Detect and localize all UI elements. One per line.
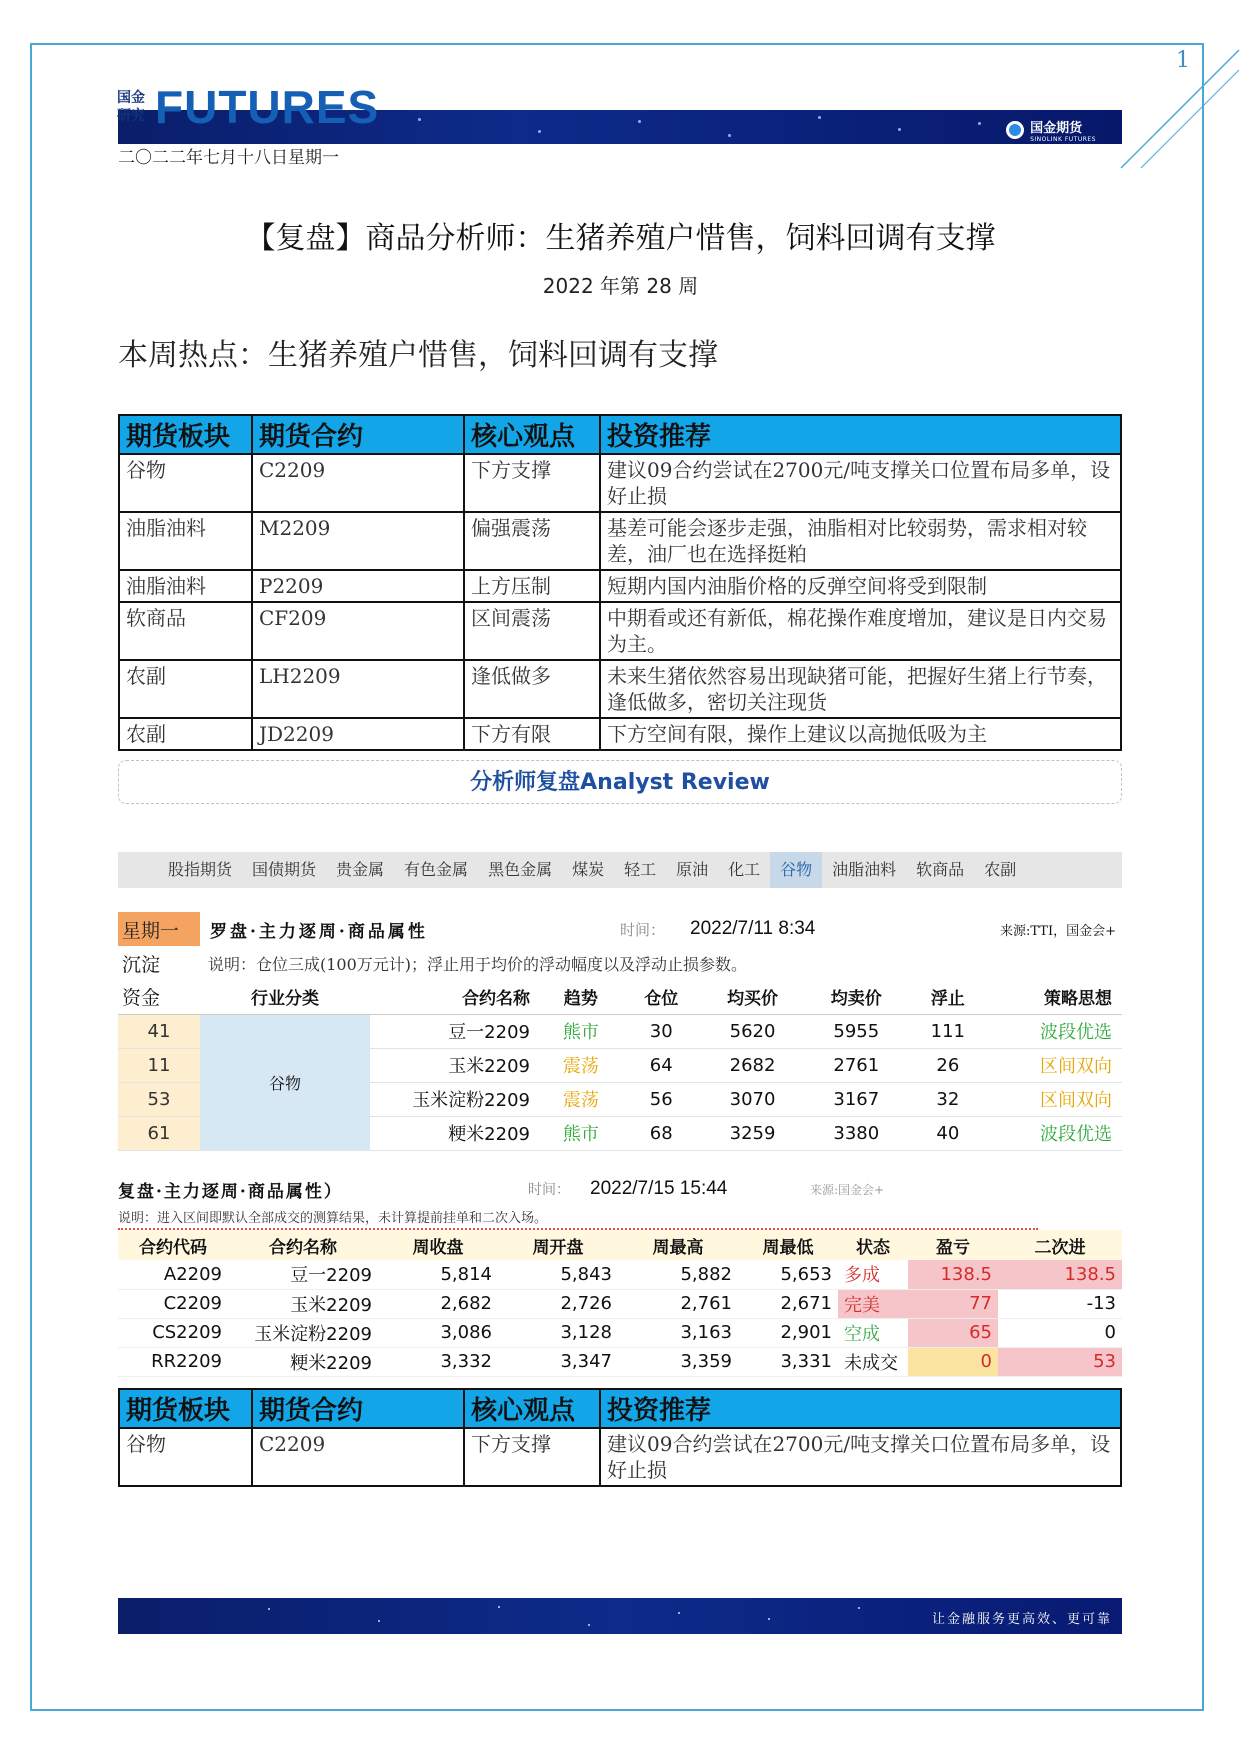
cell-contract: C2209 [252,1428,464,1486]
weekday-label: 星期一 [118,912,200,946]
cell-float-stop: 40 [908,1116,987,1150]
cell-code: C2209 [118,1289,228,1318]
cell-name: 玉米淀粉2209 [228,1318,378,1347]
tab-light-industry[interactable]: 轻工 [624,860,657,879]
cell-pnl: 0 [908,1347,998,1376]
tab-coal[interactable]: 煤炭 [572,860,605,879]
cell-sector: 农副 [119,718,252,750]
col-strategy: 策略思想 [988,980,1122,1014]
cell-name: 豆一2209 [228,1260,378,1289]
summary-header: 投资推荐 [600,1389,1121,1428]
cell-close: 3,086 [378,1318,498,1347]
weekly-review [118,1170,1122,1377]
cell-close: 3,332 [378,1347,498,1376]
report-title: 【复盘】商品分析师：生猪养殖户惜售，饲料回调有支撑 [245,221,996,256]
cell-second-entry: 138.5 [998,1260,1122,1289]
cell-strategy: 区间双向 [988,1048,1122,1082]
cell-low: 2,901 [738,1318,838,1347]
cell-status: 多成 [838,1260,908,1289]
cell-view: 逢低做多 [464,660,600,718]
weekly-meta [200,912,1122,946]
cell-pnl: 138.5 [908,1260,998,1289]
summary-header: 期货板块 [119,415,252,454]
review-table [118,1230,1122,1377]
review-columns [118,1230,1122,1260]
cell-avg-buy: 3070 [701,1082,805,1116]
cell-high: 5,882 [618,1260,738,1289]
summary-header-row [119,1389,1121,1428]
corner-decoration [1101,38,1241,178]
cell-recommendation: 未来生猪依然容易出现缺猪可能，把握好生猪上行节奏，逢低做多，密切关注现货 [600,660,1121,718]
cell-status: 未成交 [838,1347,908,1376]
cell-low: 5,653 [738,1260,838,1289]
cell-recommendation: 下方空间有限，操作上建议以高抛低吸为主 [600,718,1121,750]
cell-recommendation: 短期内国内油脂价格的反弹空间将受到限制 [600,570,1121,602]
cell-fund: 11 [118,1048,200,1082]
weekly-heading: 罗盘·主力逐周·商品属性 [210,921,428,942]
cell-sector: 谷物 [119,1428,252,1486]
cell-fund: 53 [118,1082,200,1116]
col-pnl: 盈亏 [908,1230,998,1260]
cell-code: A2209 [118,1260,228,1289]
table-row [119,602,1121,660]
cell-float-stop: 111 [908,1014,987,1048]
cell-float-stop: 26 [908,1048,987,1082]
summary-header-row [119,415,1121,454]
cell-strategy: 波段优选 [988,1116,1122,1150]
tab-softs[interactable]: 软商品 [916,860,965,879]
page-number: 1 [1176,48,1190,73]
cell-view: 上方压制 [464,570,600,602]
cell-avg-sell: 3167 [804,1082,908,1116]
cell-second-entry: -13 [998,1289,1122,1318]
table-row [118,1289,1122,1318]
cell-open: 5,843 [498,1260,618,1289]
cell-sector: 油脂油料 [119,570,252,602]
report-subtitle: 2022 年第 28 周 [542,274,699,298]
cell-contract: JD2209 [252,718,464,750]
cell-code: CS2209 [118,1318,228,1347]
cell-high: 2,761 [618,1289,738,1318]
cell-fund: 41 [118,1014,200,1048]
col-high: 周最高 [618,1230,738,1260]
review-time-label: 时间： [528,1182,570,1198]
weekly-source: 来源:TTI，国金会+ [1000,923,1116,939]
summary-header: 投资推荐 [600,415,1121,454]
cell-float-stop: 32 [908,1082,987,1116]
col-close: 周收盘 [378,1230,498,1260]
summary-table [118,414,1122,751]
cell-fund: 61 [118,1116,200,1150]
category-nav [118,852,1122,888]
cell-close: 5,814 [378,1260,498,1289]
cell-avg-sell: 5955 [804,1014,908,1048]
cell-view: 下方有限 [464,718,600,750]
cell-sector: 谷物 [200,1014,370,1150]
table-row [119,1428,1121,1486]
brand-logo: 国金期货 SINOLINK FUTURES [1006,117,1096,143]
cell-code: RR2209 [118,1347,228,1376]
weekly-columns [118,980,1122,1014]
summary-header: 核心观点 [464,1389,600,1428]
table-row [118,1260,1122,1289]
cell-status: 空成 [838,1318,908,1347]
col-name: 合约名称 [370,980,540,1014]
tab-oils[interactable]: 油脂油料 [832,860,897,879]
cell-status: 完美 [838,1289,908,1318]
table-row [118,1014,1122,1048]
cell-sector: 农副 [119,660,252,718]
cell-avg-buy: 5620 [701,1014,805,1048]
col-avg-sell: 均卖价 [804,980,908,1014]
cell-name: 豆一2209 [370,1014,540,1048]
cell-open: 2,726 [498,1289,618,1318]
col-position: 仓位 [622,980,701,1014]
cell-sector: 软商品 [119,602,252,660]
cell-trend: 熊市 [540,1014,622,1048]
cell-name: 玉米2209 [370,1048,540,1082]
cell-position: 30 [622,1014,701,1048]
cell-name: 玉米2209 [228,1289,378,1318]
tab-grains[interactable]: 谷物 [770,852,822,888]
weekly-compass [118,912,1122,1151]
label-fund: 资金 [118,980,200,1014]
cell-pnl: 65 [908,1318,998,1347]
col-name: 合约名称 [228,1230,378,1260]
weekly-header-row [118,912,1122,946]
col-open: 周开盘 [498,1230,618,1260]
cell-name: 粳米2209 [228,1347,378,1376]
tab-treasury[interactable]: 国债期货 [252,860,317,879]
summary-table-2 [118,1388,1122,1487]
table-row [119,454,1121,512]
col-second-entry: 二次进 [998,1230,1122,1260]
cell-second-entry: 53 [998,1347,1122,1376]
cell-position: 56 [622,1082,701,1116]
cell-open: 3,128 [498,1318,618,1347]
tab-precious-metals[interactable]: 贵金属 [336,860,385,879]
cell-contract: C2209 [252,454,464,512]
weekly-time-label: 时间： [620,920,666,939]
cell-view: 偏强震荡 [464,512,600,570]
cell-low: 3,331 [738,1347,838,1376]
logo-futures: FUTURES [155,81,380,133]
cell-avg-sell: 2761 [804,1048,908,1082]
cell-trend: 震荡 [540,1048,622,1082]
tab-stock-index[interactable]: 股指期货 [168,860,233,879]
cell-view: 区间震荡 [464,602,600,660]
table-row [118,1318,1122,1347]
cell-low: 2,671 [738,1289,838,1318]
cell-recommendation: 建议09合约尝试在2700元/吨支撑关口位置布局多单，设好止损 [600,1428,1121,1486]
cell-open: 3,347 [498,1347,618,1376]
cell-contract: P2209 [252,570,464,602]
footer-banner [118,1598,1122,1634]
summary-header: 期货合约 [252,415,464,454]
cell-sector: 谷物 [119,454,252,512]
cell-avg-buy: 3259 [701,1116,805,1150]
tab-crude[interactable]: 原油 [676,860,709,879]
cell-close: 2,682 [378,1289,498,1318]
weekly-note-row [118,946,1122,980]
table-row [118,1347,1122,1376]
cell-position: 64 [622,1048,701,1082]
col-status: 状态 [838,1230,908,1260]
weekly-hotspot: 本周热点：生猪养殖户惜售，饲料回调有支撑 [118,338,718,373]
cell-second-entry: 0 [998,1318,1122,1347]
brand-circle-icon [1006,121,1024,139]
cell-avg-buy: 2682 [701,1048,805,1082]
cell-strategy: 波段优选 [988,1014,1122,1048]
table-row [119,660,1121,718]
cell-name: 玉米淀粉2209 [370,1082,540,1116]
footer-slogan: 让金融服务更高效、更可靠 [931,1612,1112,1627]
weekly-table [118,980,1122,1151]
col-sector: 行业分类 [200,980,370,1014]
cell-recommendation: 建议09合约尝试在2700元/吨支撑关口位置布局多单，设好止损 [600,454,1121,512]
col-trend: 趋势 [540,980,622,1014]
table-row [119,570,1121,602]
summary-header: 期货板块 [119,1389,252,1428]
col-low: 周最低 [738,1230,838,1260]
analyst-review-heading: 分析师复盘Analyst Review [118,760,1122,804]
cell-contract: M2209 [252,512,464,570]
cell-position: 68 [622,1116,701,1150]
col-float-stop: 浮止 [908,980,987,1014]
cell-avg-sell: 3380 [804,1116,908,1150]
cell-high: 3,359 [618,1347,738,1376]
weekly-note: 说明：仓位三成(100万元计)；浮止用于均价的浮动幅度以及浮动止损参数。 [208,954,748,974]
cell-view: 下方支撑 [464,1428,600,1486]
summary-header: 期货合约 [252,1389,464,1428]
review-time: 2022/7/15 15:44 [590,1178,728,1199]
cell-sector: 油脂油料 [119,512,252,570]
cell-contract: CF209 [252,602,464,660]
cell-trend: 熊市 [540,1116,622,1150]
logo-cn: 国金 研究 [117,90,145,124]
review-heading: 复盘·主力逐周·商品属性） [118,1181,343,1202]
col-avg-buy: 均买价 [701,980,805,1014]
tab-ferrous[interactable]: 黑色金属 [488,860,553,879]
weekly-time: 2022/7/11 8:34 [690,918,816,939]
tab-agri[interactable]: 农副 [984,860,1017,879]
table-row [119,718,1121,750]
cell-strategy: 区间双向 [988,1082,1122,1116]
cell-contract: LH2209 [252,660,464,718]
report-date: 二〇二二年七月十八日星期一 [118,148,339,168]
col-code: 合约代码 [118,1230,228,1260]
review-header-row [118,1170,1122,1208]
tab-nonferrous[interactable]: 有色金属 [404,860,469,879]
summary-header: 核心观点 [464,415,600,454]
review-note: 说明：进入区间即默认全部成交的测算结果，未计算提前挂单和二次入场。 [118,1208,1038,1230]
cell-name: 粳米2209 [370,1116,540,1150]
tab-chemicals[interactable]: 化工 [728,860,761,879]
cell-recommendation: 中期看或还有新低，棉花操作难度增加，建议是日内交易为主。 [600,602,1121,660]
cell-high: 3,163 [618,1318,738,1347]
cell-trend: 震荡 [540,1082,622,1116]
label-settled: 沉淀 [122,953,161,976]
cell-pnl: 77 [908,1289,998,1318]
cell-recommendation: 基差可能会逐步走强，油脂相对比较弱势，需求相对较差，油厂也在选择挺粕 [600,512,1121,570]
table-row [119,512,1121,570]
review-source: 来源:国金会+ [810,1182,885,1197]
cell-view: 下方支撑 [464,454,600,512]
